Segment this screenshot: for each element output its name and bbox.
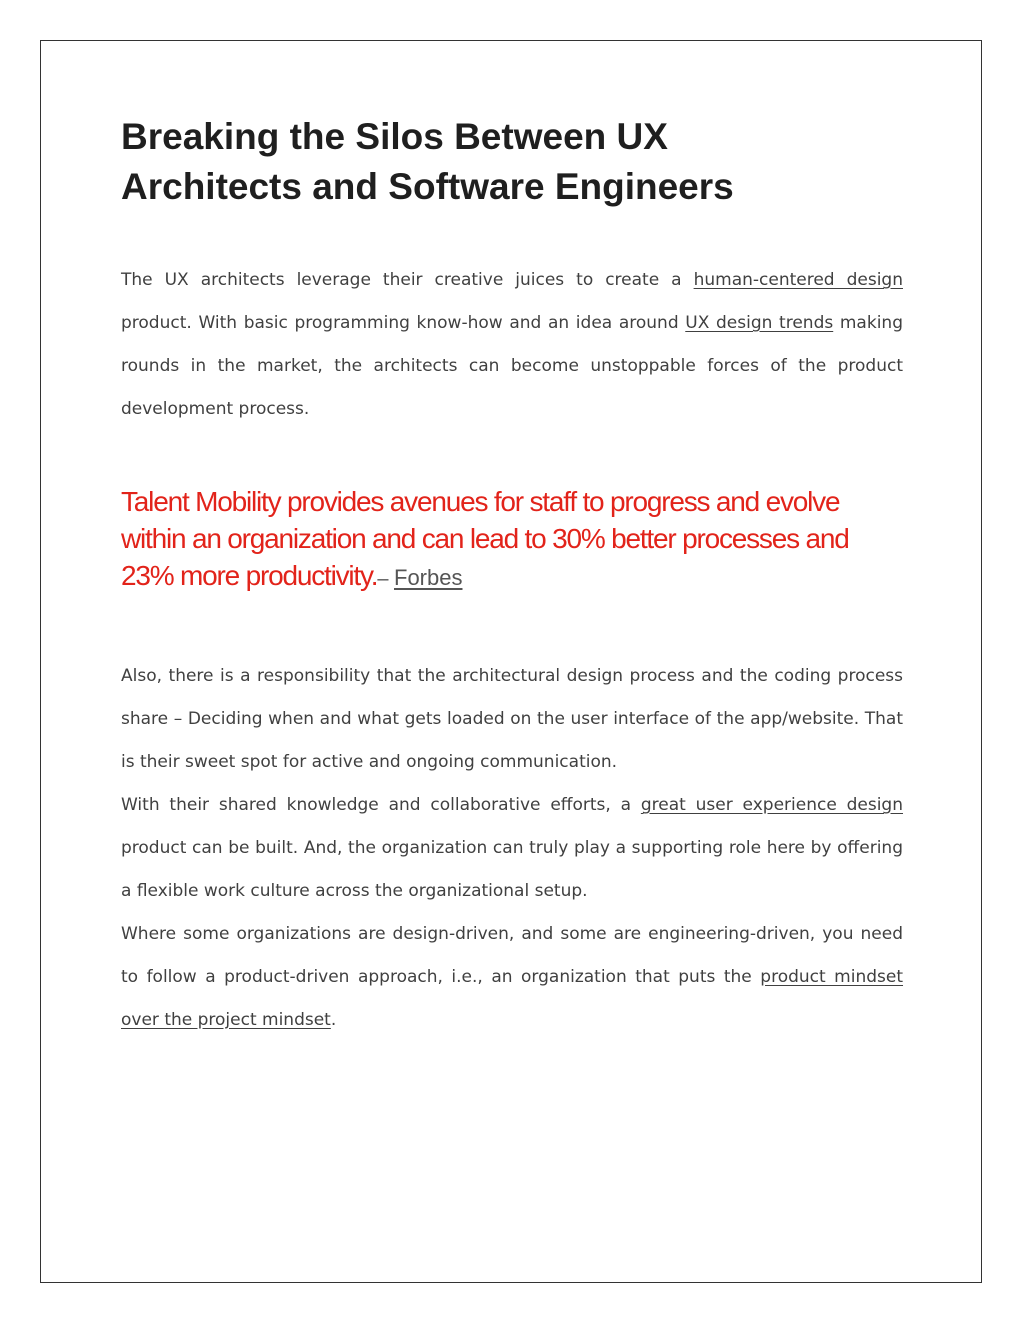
body3-text-1: Where some organizations are design-driven, and some are engineering-driven, you need to follow a product-driven approach, i.e., an organization that puts the bbox=[121, 924, 903, 987]
intro-text-3: making rounds in the market, the architects can become unstoppable forces of the product development process. bbox=[121, 313, 903, 419]
intro-paragraph bbox=[121, 259, 903, 431]
body-paragraph-3 bbox=[121, 913, 903, 1042]
body2-text-1: With their shared knowledge and collaborative efforts, a bbox=[121, 795, 641, 815]
great-ux-design-link[interactable]: great user experience design bbox=[640, 795, 903, 815]
quote-text: Talent Mobility provides avenues for staff to progress and evolve within an organization and can lead to 30% better processes and 23% more productivity. bbox=[121, 486, 849, 591]
forbes-source-link[interactable]: Forbes bbox=[394, 565, 463, 590]
ux-design-trends-link[interactable]: UX design trends bbox=[685, 313, 834, 333]
highlight-quote bbox=[121, 483, 903, 598]
body-paragraph-2 bbox=[121, 784, 903, 913]
article-title: Breaking the Silos Between UX Architects and Software Engineers bbox=[121, 116, 734, 207]
article-content bbox=[121, 112, 903, 1042]
body2-text-2: product can be built. And, the organization can truly play a supporting role here by offering a flexible work culture across the organizational setup. bbox=[121, 838, 903, 901]
intro-text-2: product. With basic programming know-how and an idea around bbox=[121, 313, 686, 333]
intro-text-1: The UX architects leverage their creative juices to create a bbox=[121, 270, 694, 290]
body-paragraph-1: Also, there is a responsibility that the architectural design process and the coding process share – Deciding when and what gets loaded on the user interface of the app/website. That is their sweet spot for active and ongoing communication. bbox=[121, 666, 903, 772]
human-centered-design-link[interactable]: human-centered design bbox=[693, 270, 903, 290]
body3-text-2: . bbox=[330, 1010, 337, 1030]
quote-dash: – bbox=[377, 568, 394, 590]
product-mindset-link[interactable]: product mindset over the project mindset bbox=[121, 967, 904, 1030]
